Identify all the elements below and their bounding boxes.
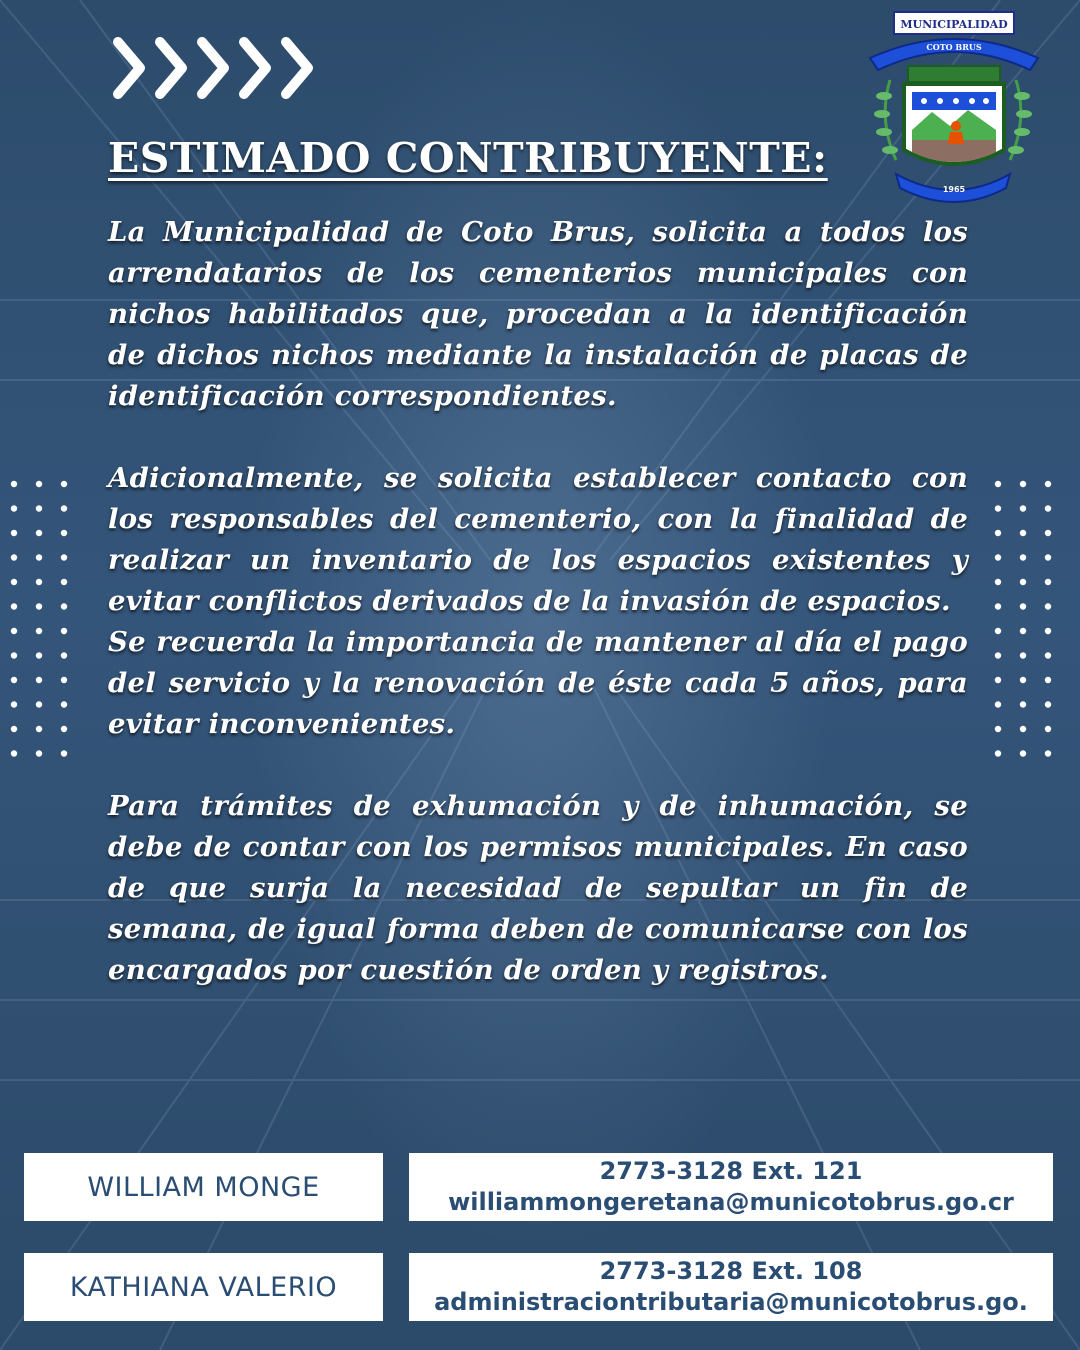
notice-body bbox=[108, 212, 968, 991]
decor-dot bbox=[11, 628, 17, 634]
decor-dot bbox=[36, 481, 42, 487]
contact-phone: 2773-3128 Ext. 121 bbox=[599, 1157, 863, 1185]
contact-info-kathiana bbox=[409, 1253, 1053, 1321]
decor-dot bbox=[36, 554, 42, 560]
decor-dot bbox=[995, 530, 1001, 536]
decor-dot bbox=[11, 603, 17, 609]
decor-dot bbox=[995, 505, 1001, 511]
decor-dot bbox=[1020, 652, 1026, 658]
decor-dot bbox=[61, 750, 67, 756]
decor-dot bbox=[36, 750, 42, 756]
contact-name-label: KATHIANA VALERIO bbox=[69, 1271, 338, 1303]
decor-dot bbox=[1020, 554, 1026, 560]
decor-dot bbox=[1020, 628, 1026, 634]
decor-dot bbox=[1020, 701, 1026, 707]
decor-dot bbox=[995, 677, 1001, 683]
decor-dot bbox=[995, 554, 1001, 560]
decor-dot bbox=[36, 628, 42, 634]
decor-dot bbox=[61, 603, 67, 609]
decor-dot bbox=[61, 628, 67, 634]
paragraph-permits: Para trámites de exhumación y de inhumación, se debe de contar con los permisos municipales. En caso de que surja la necesidad de sepultar un fin de semana, de igual forma deben de comunicarse con los encargados por cuestión de orden y registros. bbox=[108, 790, 968, 986]
decor-dot bbox=[1045, 505, 1051, 511]
decor-dot bbox=[1045, 603, 1051, 609]
decor-dot bbox=[36, 726, 42, 732]
decor-dot bbox=[36, 677, 42, 683]
decor-dot bbox=[995, 603, 1001, 609]
decor-dot bbox=[11, 677, 17, 683]
decor-dot bbox=[36, 505, 42, 511]
decor-dot bbox=[1020, 505, 1026, 511]
decor-dot bbox=[36, 530, 42, 536]
decor-dot bbox=[11, 652, 17, 658]
logo-ribbon-text: COTO BRUS bbox=[926, 42, 982, 52]
decor-dot bbox=[995, 726, 1001, 732]
contact-info-william bbox=[409, 1153, 1053, 1221]
contact-phone: 2773-3128 Ext. 108 bbox=[599, 1257, 863, 1285]
decor-dot bbox=[36, 701, 42, 707]
decor-dot bbox=[1020, 579, 1026, 585]
contact-email-link[interactable]: williammongeretana@municotobrus.go.cr bbox=[448, 1188, 1014, 1216]
decor-dot bbox=[61, 530, 67, 536]
paragraph-payment: Se recuerda la importancia de mantener al día el pago del servicio y la renovación de éste cada 5 años, para evitar inconvenientes. bbox=[108, 626, 968, 740]
contact-email-link[interactable]: administraciontributaria@municotobrus.go. bbox=[434, 1288, 1028, 1316]
decor-dot bbox=[1020, 677, 1026, 683]
decor-dot bbox=[1045, 726, 1051, 732]
decor-dot bbox=[36, 652, 42, 658]
decor-dot bbox=[1020, 750, 1026, 756]
decor-dot bbox=[1020, 726, 1026, 732]
contact-name-kathiana bbox=[24, 1253, 383, 1321]
decor-dot bbox=[995, 701, 1001, 707]
decor-dot bbox=[1020, 481, 1026, 487]
decor-dot bbox=[11, 505, 17, 511]
chevron-right-icon bbox=[112, 32, 328, 104]
decor-dot bbox=[11, 530, 17, 536]
decor-dot bbox=[995, 652, 1001, 658]
paragraph-identification: La Municipalidad de Coto Brus, solicita a todos los arrendatarios de los cementerios municipales con nichos habilitados que, procedan a la identificación de dichos nichos mediante la instalación de placas de identificación correspondientes. bbox=[108, 216, 968, 412]
decor-dot bbox=[1045, 579, 1051, 585]
decor-dot bbox=[1045, 628, 1051, 634]
dot-grid-right bbox=[990, 478, 1060, 763]
decor-dot bbox=[61, 505, 67, 511]
decor-dot bbox=[36, 603, 42, 609]
decor-dot bbox=[11, 701, 17, 707]
decor-dot bbox=[1045, 481, 1051, 487]
decor-dot bbox=[61, 554, 67, 560]
page-title: ESTIMADO CONTRIBUYENTE: bbox=[108, 134, 828, 182]
decor-dot bbox=[1045, 530, 1051, 536]
contact-name-label: WILLIAM MONGE bbox=[87, 1171, 320, 1203]
decor-dot bbox=[11, 750, 17, 756]
decor-dot bbox=[1045, 652, 1051, 658]
decor-dot bbox=[11, 554, 17, 560]
decor-dot bbox=[11, 726, 17, 732]
decor-dot bbox=[61, 701, 67, 707]
paragraph-contact: Adicionalmente, se solicita establecer contacto con los responsables del cementerio, con la finalidad de realizar un inventario de los espacios existentes y evitar conflictos derivados de la invasión de espacios. bbox=[108, 462, 968, 617]
decor-dot bbox=[1020, 530, 1026, 536]
decor-dot bbox=[61, 677, 67, 683]
decor-dot bbox=[1045, 677, 1051, 683]
decor-dot bbox=[995, 750, 1001, 756]
decor-dot bbox=[1045, 750, 1051, 756]
decor-dot bbox=[11, 481, 17, 487]
decor-dot bbox=[995, 481, 1001, 487]
decor-dot bbox=[61, 652, 67, 658]
decor-dot bbox=[61, 481, 67, 487]
decor-dot bbox=[995, 628, 1001, 634]
decor-dot bbox=[11, 579, 17, 585]
decor-dot bbox=[995, 579, 1001, 585]
decor-dot bbox=[61, 579, 67, 585]
decor-dot bbox=[61, 726, 67, 732]
dot-grid-left bbox=[6, 478, 76, 763]
decor-dot bbox=[1020, 603, 1026, 609]
decor-dot bbox=[36, 579, 42, 585]
decor-dot bbox=[1045, 701, 1051, 707]
decor-dot bbox=[1045, 554, 1051, 560]
municipality-logo bbox=[860, 10, 1046, 206]
logo-year-text: 1965 bbox=[942, 185, 966, 194]
contact-name-william bbox=[24, 1153, 383, 1221]
logo-top-text: MUNICIPALIDAD bbox=[900, 18, 1008, 31]
